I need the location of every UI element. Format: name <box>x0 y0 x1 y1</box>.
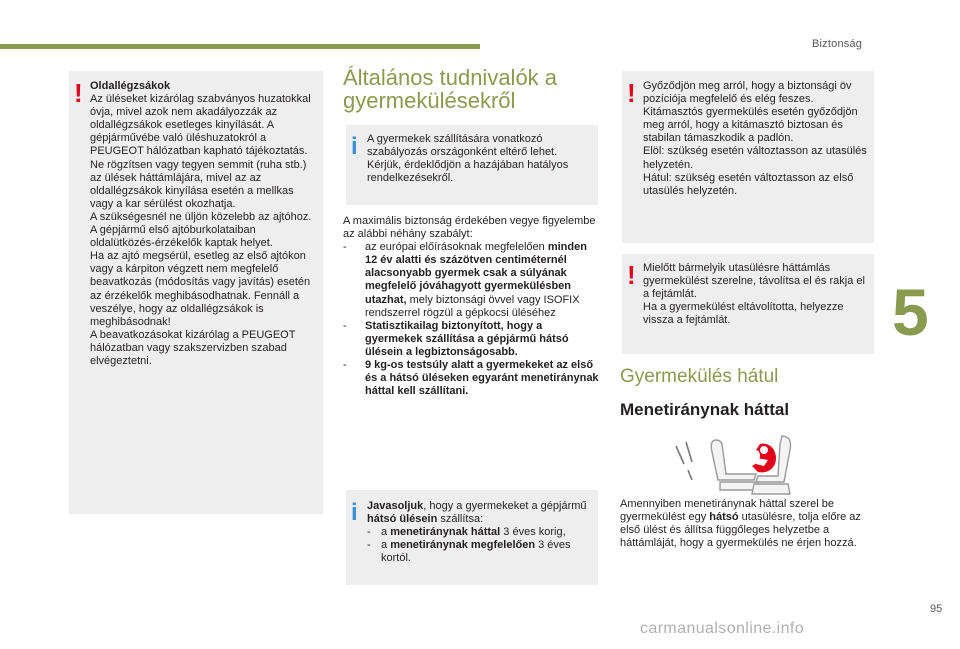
airbag-paragraph: A szükségesnél ne üljön közelebb az ajtóhoz. <box>90 210 312 223</box>
airbag-warning-title: Oldallégzsákok <box>90 80 171 92</box>
airbag-paragraph: A gépjármű első ajtóburkolataiban oldalütközés-érzékelők kaptak helyet. <box>90 224 273 250</box>
rearward-text-part: utasülésre, tolja előre az első ülést és állítsa függőleges helyzetbe a háttámláját, hogy a gyermekülés ne érjen hozzá. <box>620 511 861 550</box>
chapter-number: 5 <box>892 275 929 349</box>
airbag-paragraph: Az üléseket kizárólag szabványos huzatokkal óvja, mivel azok nem akadályozzák az oldallégzsákok esetleges kinyílását. A gépjárművébe való üléshuzatokról a PEUGEOT hálózatban kapható tájékoztatás. <box>90 93 311 158</box>
watermark: carmanualsonline.info <box>640 620 805 637</box>
rearward-text <box>620 498 870 550</box>
rearward-child-seat-illustration <box>664 430 812 506</box>
advice-text-part: a <box>381 526 391 539</box>
rule-item <box>343 320 599 359</box>
general-heading-line: Általános tudnivalók a <box>343 65 558 90</box>
belt-warning-text <box>643 80 867 198</box>
airbag-warning-text <box>90 80 318 368</box>
advice-emphasis: hátsó ülésein <box>367 513 438 526</box>
advice-item <box>367 526 593 539</box>
info-icon: i <box>351 133 358 160</box>
advice-text-part: , hogy a gyermekeket a gépjármű <box>423 500 587 512</box>
advice-text-part: 3 éves kortól. <box>381 539 571 565</box>
advice-emphasis: menetiránynak megfelelően <box>390 539 536 552</box>
advice-text-part: 3 éves korig, <box>500 526 566 539</box>
warning-icon: ! <box>627 78 636 108</box>
advice-list <box>367 526 593 565</box>
front-seat-icon <box>711 440 760 490</box>
rule-emphasis: minden 12 év alatti és százötven centiméternél alacsonyabb gyermek csak a súlyának megfelelő jóváhagyott gyermekülésben utazhat, <box>365 241 587 306</box>
advice-text-part: szállítsa: <box>437 513 484 526</box>
airbag-paragraph: A beavatkozásokat kizárólag a PEUGEOT hálózatban vagy szakszervizben szabad elvégeztetni. <box>90 328 296 367</box>
section-title: Biztonság <box>812 38 863 50</box>
rules-list <box>343 241 599 398</box>
advice-item <box>367 539 593 565</box>
child-seat-icon <box>752 444 776 473</box>
rule-text: az európai előírásoknak megfelelően <box>365 241 548 254</box>
general-heading <box>343 66 603 112</box>
general-heading-line: gyermekülésekről <box>343 88 516 113</box>
rearward-emphasis: hátsó <box>709 511 739 524</box>
general-rules <box>343 215 599 398</box>
rearward-text-part: Amennyiben menetiránynak háttal szerel be gyermekülést egy <box>620 498 835 524</box>
airbag-paragraph: Ne rögzítsen vagy tegyen semmit (ruha stb.) az ülések háttámlájára, mivel az az oldallégzsákok kinyílása esetén a mellkas vagy a kar sérülést okozhatja. <box>90 158 307 210</box>
headrest-paragraph: Ha a gyermekülést eltávolította, helyezze vissza a fejtámlát. <box>643 301 844 327</box>
headrest-paragraph: Mielőtt bármelyik utasülésre háttámlás gyermekülést szerelne, távolítsa el és rakja el a fejtámlát. <box>643 262 865 301</box>
warning-icon: ! <box>627 260 636 290</box>
page-number: 95 <box>930 603 943 615</box>
headrest-warning-text <box>643 262 867 327</box>
rule-text: mely biztonsági övvel vagy ISOFIX rendszerrel rögzül a gépkocsi üléséhez <box>365 293 580 319</box>
advice-emphasis: menetiránynak háttal <box>390 526 501 539</box>
advice-text-part: a <box>381 539 391 552</box>
rule-emphasis: Statisztikailag biztonyított, hogy a gyermekek szállítása a gépjármű hátsó ülésein a legbiztonságosabb. <box>365 319 569 358</box>
rule-item <box>343 241 599 320</box>
rear-seat-heading: Gyermekülés hátul <box>620 366 779 387</box>
info-icon: i <box>351 499 358 526</box>
motion-lines-icon <box>676 442 692 480</box>
regulation-info-text: A gyermekek szállítására vonatkozó szabályozás országonként eltérő lehet. Kérjük, érdeklődjön a hazájában hatályos rendelkezésekről. <box>367 133 569 185</box>
header-rule <box>0 44 480 49</box>
rearward-paragraph <box>620 498 870 550</box>
belt-paragraph: Hátul: szükség esetén változtasson az első utasülés helyzetén. <box>643 171 854 197</box>
rules-intro: A maximális biztonság érdekében vegye figyelembe az alábbi néhány szabályt: <box>343 215 596 241</box>
belt-paragraph: Győződjön meg arról, hogy a biztonsági öv pozíciója megfelelő és elég feszes. Kitámasztós gyermekülés esetén győződjön meg arról, hogy a kitámasztó biztosan és stabilan támaszkodik a padlón. <box>643 80 858 145</box>
advice-lead <box>367 500 593 526</box>
advice-text <box>367 500 593 565</box>
rule-emphasis: 9 kg-os testsúly alatt a gyermekeket az első és a hátsó üléseken egyaránt menetiránynak háttal kell szállítani. <box>365 359 599 398</box>
airbag-paragraph: Ha az ajtó megsérül, esetleg az első ajtókon vagy a kárpiton végzett nem megfelelő beavatkozás (módosítás vagy javítás) esetén az érzékelők meghibásodhatnak. Fennáll a veszélye, hogy az oldallégzsákok is meghibásodnak! <box>90 250 311 328</box>
belt-paragraph: Elöl: szükség esetén változtasson az utasülés helyzetén. <box>643 145 867 171</box>
warning-icon: ! <box>74 78 83 108</box>
rearward-facing-heading: Menetiránynak háttal <box>620 400 790 419</box>
rule-item <box>343 359 599 398</box>
advice-emphasis: Javasoljuk <box>367 500 424 512</box>
